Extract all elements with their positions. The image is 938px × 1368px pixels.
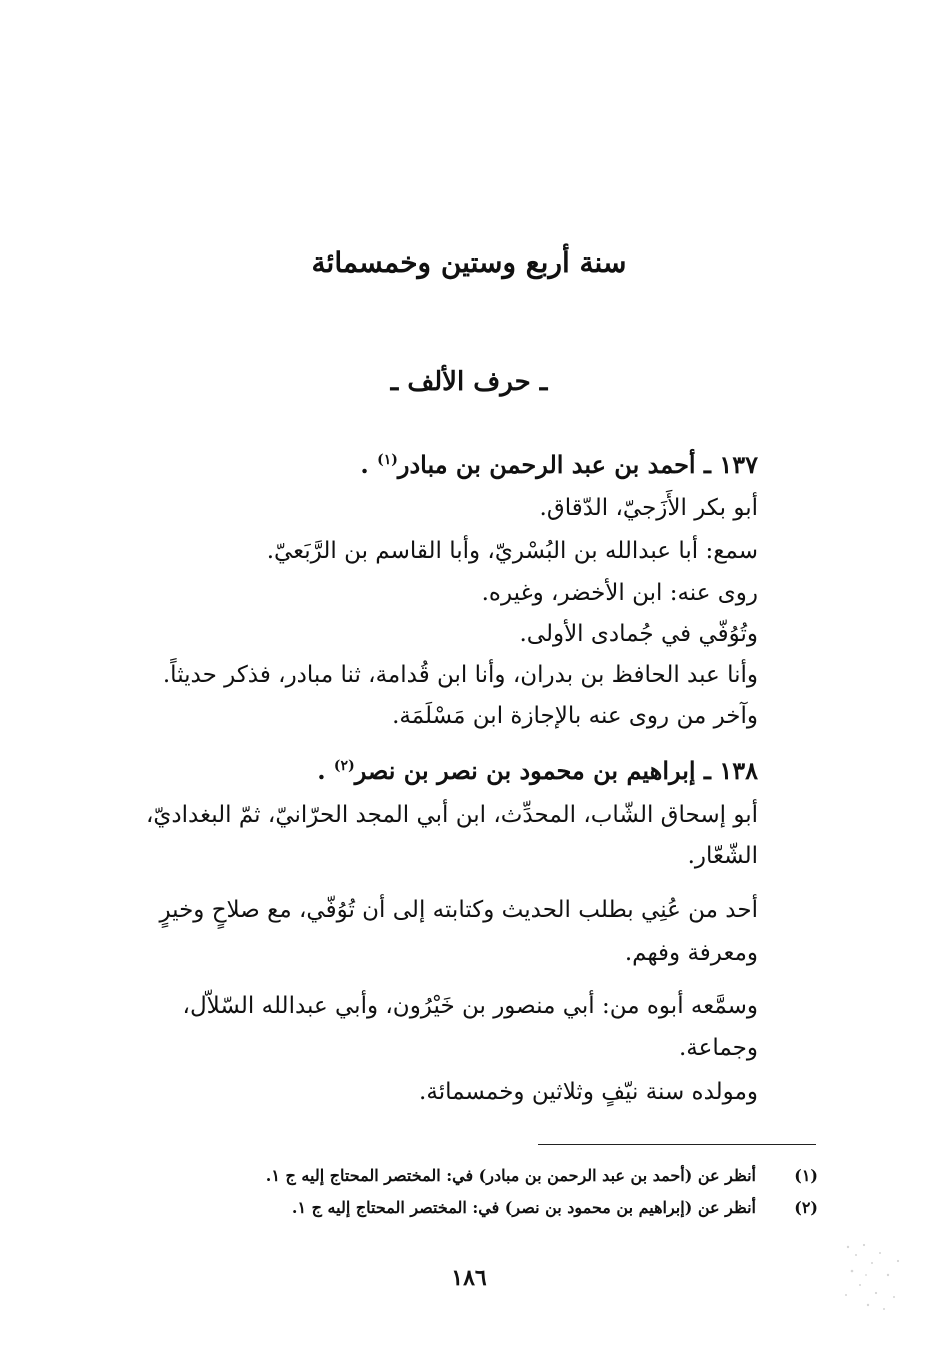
- letter-heading: ـ حرف الألف ـ: [390, 367, 548, 397]
- footnote-separator: [538, 1144, 816, 1145]
- entry-138-line-4: ومعرفة وفهم.: [624, 940, 758, 966]
- entry-138-line-1: أبو إسحاق الشّاب، المحدِّث، ابن أبي المجد الحرّانيّ، ثمّ البغداديّ،: [146, 802, 758, 828]
- entry-137-title: [120, 450, 758, 479]
- entry-137-line-2: سمع: أبا عبدالله بن البُسْريّ، وأبا القاسم بن الرَّبَعيّ.: [266, 538, 758, 564]
- section-title: سنة أربع وستين وخمسمائة: [311, 246, 627, 279]
- entry-138-line-6: وجماعة.: [679, 1035, 758, 1061]
- entry-138-title-text: ١٣٨ ـ إبراهيم بن محمود بن نصر بن نصر: [354, 756, 758, 785]
- entry-137-title-end: .: [360, 450, 369, 479]
- entry-137-line-4: وتُوُفّي في جُمادى الأولى.: [519, 621, 758, 647]
- entry-137-line-1: أبو بكر الأَزَجيّ، الدّقاق.: [539, 495, 758, 521]
- entry-137-line-5: وأنا عبد الحافظ بن بدران، وأنا ابن قُدامة، ثنا مبادر، فذكر حديثاً.: [162, 662, 758, 688]
- entry-138-line-7: ومولده سنة نيّفٍ وثلاثين وخمسمائة.: [419, 1079, 758, 1105]
- entry-138-line-5: وسمَّعه أبوه من: أبي منصور بن خَيْرُون، وأبي عبدالله السّلاّل،: [182, 993, 758, 1019]
- entry-138-note-ref: (٢): [333, 758, 355, 774]
- footnote-2-number: (٢): [794, 1198, 818, 1217]
- entry-138-title: [120, 756, 758, 785]
- entry-137-title-text: ١٣٧ ـ أحمد بن عبد الرحمن بن مبادر: [397, 450, 758, 479]
- entry-137-note-ref: (١): [377, 452, 398, 468]
- entry-138-title-end: .: [317, 756, 326, 785]
- entry-137-line-3: روى عنه: ابن الأخضر، وغيره.: [481, 580, 758, 606]
- footnote-2: [292, 1198, 818, 1217]
- entry-138-line-3: أحد من عُنِي بطلب الحديث وكتابته إلى أن تُوُفّي، مع صلاحٍ وخيرٍ: [159, 897, 758, 923]
- footnote-1-text: أنظر عن (أحمد بن عبد الرحمن بن مبادر) في: المختصر المحتاج إليه ج ١.: [265, 1166, 756, 1185]
- entry-138-line-2: الشّعّار.: [687, 843, 758, 869]
- footnote-2-text: أنظر عن (إبراهيم بن محمود بن نصر) في: المختصر المحتاج إليه ج ١.: [291, 1198, 756, 1217]
- page-number: ١٨٦: [451, 1265, 487, 1291]
- footnote-1: [266, 1166, 818, 1185]
- entry-137-line-6: وآخر من روى عنه بالإجازة ابن مَسْلَمَة.: [392, 703, 758, 729]
- footnote-1-number: (١): [794, 1166, 818, 1185]
- scan-smudge: [838, 1235, 908, 1315]
